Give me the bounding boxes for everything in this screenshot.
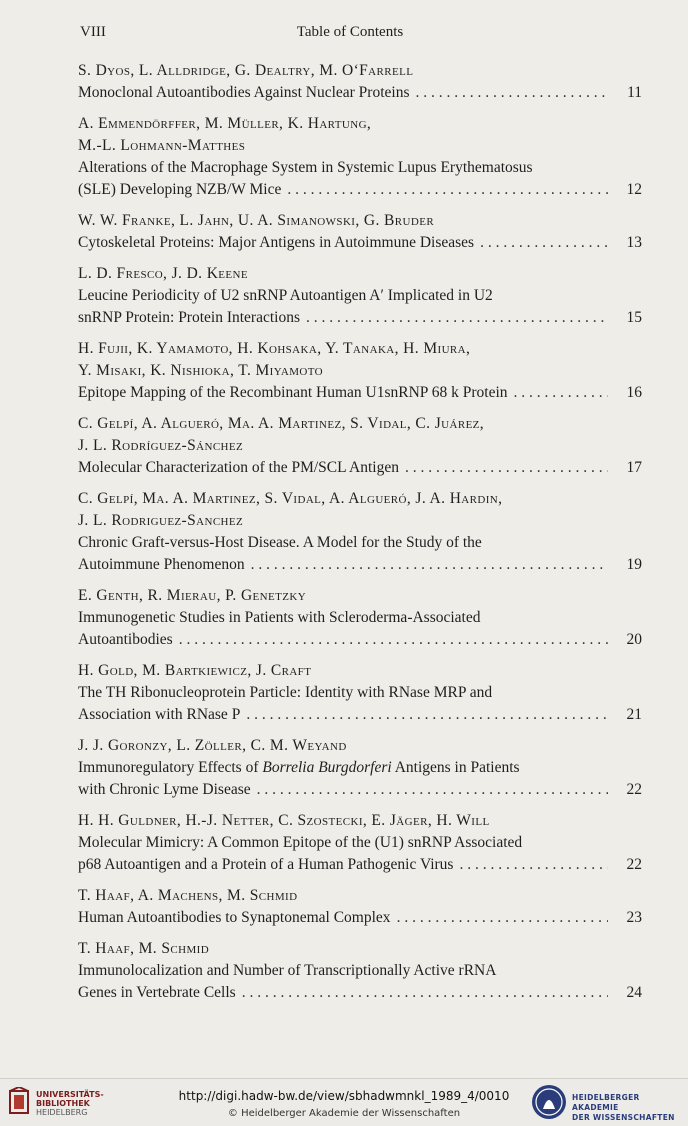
entry-authors: H. H. Guldner, H.-J. Netter, C. Szostecki, E. Jäger, H. Will [78,812,490,829]
toc-entries [78,60,642,1013]
entry-authors: A. Emmendörffer, M. Müller, K. Hartung, [78,115,372,132]
entry-title: Autoimmune Phenomenon [78,556,245,573]
entry-title-final-line [78,704,642,726]
entry-page-number: 22 [626,781,642,798]
toc-entry [78,735,642,801]
entry-title: Leucine Periodicity of U2 snRNP Autoantigen A′ Implicated in U2 [78,287,493,304]
entry-title: Immunolocalization and Number of Transcriptionally Active rRNA [78,962,497,979]
dot-leader [415,82,608,104]
entry-page-number: 12 [626,181,642,198]
entry-title-final-line [78,907,642,929]
entry-authors: H. Fujii, K. Yamamoto, H. Kohsaka, Y. Tanaka, H. Miura, [78,340,471,357]
dot-leader [242,982,608,1004]
dot-leader [287,179,608,201]
entry-title: Alterations of the Macrophage System in Systemic Lupus Erythematosus [78,159,533,176]
entry-title-final-line [78,554,642,576]
dot-leader [514,382,608,404]
toc-entry [78,413,642,479]
entry-authors: J. L. Rodríguez-Sánchez [78,437,244,454]
entry-page-number: 15 [626,309,642,326]
entry-authors: E. Genth, R. Mierau, P. Genetzky [78,587,307,604]
entry-title: p68 Autoantigen and a Protein of a Human Pathogenic Virus [78,856,454,873]
dot-leader [405,457,608,479]
dot-leader [246,704,608,726]
entry-title-final-line [78,232,642,254]
entry-authors: S. Dyos, L. Alldridge, G. Dealtry, M. O‘Farrell [78,62,414,79]
toc-entry [78,585,642,651]
entry-page-number: 22 [626,856,642,873]
entry-title: Cytoskeletal Proteins: Major Antigens in Autoimmune Diseases [78,234,475,251]
entry-authors: T. Haaf, A. Machens, M. Schmid [78,887,298,904]
toc-entry [78,660,642,726]
entry-title-final-line [78,629,642,651]
dot-leader [480,232,608,254]
library-logo-line: UNIVERSITÄTS- [36,1090,104,1099]
library-logo-line: HEIDELBERG [36,1108,88,1117]
toc-entry [78,810,642,876]
entry-title: Molecular Mimicry: A Common Epitope of the (U1) snRNP Associated [78,834,523,851]
dot-leader [459,854,608,876]
academy-logo[interactable] [530,1083,686,1123]
entry-authors: Y. Misaki, K. Nishioka, T. Miyamoto [78,362,324,379]
toc-entry [78,60,642,104]
entry-page-number: 23 [626,909,642,926]
entry-authors: C. Gelpí, A. Algueró, Ma. A. Martinez, S. Vidal, C. Juárez, [78,415,485,432]
entry-authors: H. Gold, M. Bartkiewicz, J. Craft [78,662,312,679]
entry-authors: J. J. Goronzy, L. Zöller, C. M. Weyand [78,737,347,754]
entry-title: Chronic Graft-versus-Host Disease. A Model for the Study of the [78,534,482,551]
entry-title-final-line [78,179,642,201]
entry-title: Epitope Mapping of the Recombinant Human U1snRNP 68 k Protein [78,384,508,401]
entry-title: snRNP Protein: Protein Interactions [78,309,301,326]
entry-authors: L. D. Fresco, J. D. Keene [78,265,249,282]
academy-logo-text [572,1093,686,1123]
library-logo-line: BIBLIOTHEK [36,1099,90,1108]
entry-title: Immunogenetic Studies in Patients with Scleroderma-Associated [78,609,481,626]
entry-authors: C. Gelpí, Ma. A. Martinez, S. Vidal, A. Algueró, J. A. Hardin, [78,490,503,507]
entry-page-number: 19 [626,556,642,573]
entry-authors: W. W. Franke, L. Jahn, U. A. Simanowski, G. Bruder [78,212,435,229]
entry-page-number: 21 [626,706,642,723]
entry-title-final-line [78,457,642,479]
entry-page-number: 20 [626,631,642,648]
academy-seal-icon [530,1083,568,1121]
entry-title: Human Autoantibodies to Synaptonemal Complex [78,909,391,926]
entry-title-final-line [78,307,642,329]
entry-title-final-line [78,779,642,801]
entry-title: Association with RNase P [78,706,241,723]
entry-title: Monoclonal Autoantibodies Against Nuclear Proteins [78,84,410,101]
entry-authors: M.-L. Lohmann-Matthes [78,137,246,154]
academy-logo-line: DER WISSENSCHAFTEN [572,1113,675,1122]
toc-entry [78,210,642,254]
toc-entry [78,338,642,404]
toc-entry [78,263,642,329]
entry-authors: T. Haaf, M. Schmid [78,940,210,957]
viewer-footer [0,1078,688,1126]
dot-leader [257,779,608,801]
entry-title: Genes in Vertebrate Cells [78,984,236,1001]
entry-title-final-line [78,982,642,1004]
entry-title-final-line [78,382,642,404]
entry-page-number: 11 [627,84,642,101]
entry-page-number: 16 [626,384,642,401]
toc-entry [78,488,642,576]
entry-title-final-line [78,854,642,876]
entry-page-number: 24 [626,984,642,1001]
entry-page-number: 13 [626,234,642,251]
running-title: Table of Contents [296,24,404,40]
permalink-url[interactable]: http://digi.hadw-bw.de/view/sbhadwmnkl_1989_4/0010 [178,1089,510,1103]
entry-title: Molecular Characterization of the PM/SCL Antigen [78,459,399,476]
academy-logo-line: HEIDELBERGER AKADEMIE [572,1093,640,1112]
entry-authors: J. L. Rodriguez-Sanchez [78,512,244,529]
entry-title: with Chronic Lyme Disease [78,781,251,798]
page-number: VIII [80,24,106,40]
toc-entry [78,885,642,929]
entry-title: Autoantibodies [78,631,173,648]
dot-leader [251,554,608,576]
toc-entry [78,938,642,1004]
dot-leader [397,907,608,929]
entry-title: The TH Ribonucleoprotein Particle: Identity with RNase MRP and [78,684,493,701]
entry-page-number: 17 [626,459,642,476]
dot-leader [306,307,608,329]
dot-leader [179,629,608,651]
entry-title: Immunoregulatory Effects of Borrelia Burgdorferi Antigens in Patients [78,759,520,776]
toc-entry [78,113,642,201]
copyright-notice: © Heidelberger Akademie der Wissenschaften [227,1108,461,1119]
page-header [80,24,620,44]
entry-title-final-line [78,82,642,104]
entry-title: (SLE) Developing NZB/W Mice [78,181,282,198]
